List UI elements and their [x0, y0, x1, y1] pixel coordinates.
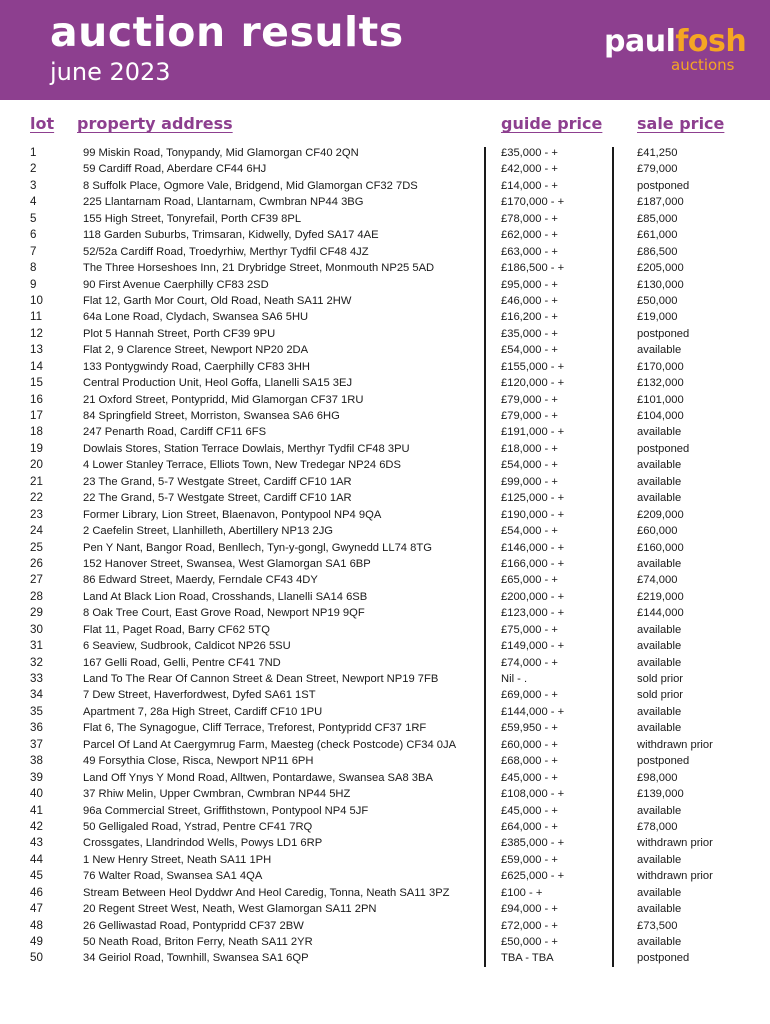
- sale-price: £132,000: [637, 377, 684, 390]
- sale-price: £60,000: [637, 525, 678, 538]
- guide-price: £59,000 - +: [501, 853, 558, 866]
- sale-price: £205,000: [637, 262, 684, 275]
- sale-price: available: [637, 705, 682, 718]
- table-row: [0, 556, 770, 572]
- sale-price: available: [637, 459, 682, 472]
- guide-price: £123,000 - +: [501, 607, 565, 620]
- guide-price: £59,950 - +: [501, 722, 558, 735]
- lot-number: 39: [30, 770, 43, 784]
- guide-price: £42,000 - +: [501, 163, 558, 176]
- sale-price: £98,000: [637, 771, 678, 784]
- property-address: 86 Edward Street, Maerdy, Ferndale CF43 4DY: [83, 574, 318, 587]
- sale-price: postponed: [637, 442, 690, 455]
- property-address: Flat 6, The Synagogue, Cliff Terrace, Treforest, Pontypridd CF37 1RF: [83, 722, 427, 735]
- sale-price: available: [637, 886, 682, 899]
- lot-number: 29: [30, 606, 43, 620]
- guide-price: £120,000 - +: [501, 377, 565, 390]
- logo-subtitle: auctions: [671, 56, 735, 74]
- guide-price: £99,000 - +: [501, 475, 558, 488]
- property-address: Central Production Unit, Heol Goffa, Llanelli SA15 3EJ: [83, 377, 353, 390]
- guide-price: £191,000 - +: [501, 426, 565, 439]
- property-address: 50 Neath Road, Briton Ferry, Neath SA11 2YR: [83, 936, 313, 948]
- results-table: [0, 145, 770, 967]
- lot-number: 2: [30, 162, 37, 176]
- property-address: 20 Regent Street West, Neath, West Glamorgan SA11 2PN: [83, 903, 377, 916]
- property-address: Land At Black Lion Road, Crosshands, Llanelli SA14 6SB: [83, 590, 368, 603]
- sale-price: £79,000: [637, 163, 678, 176]
- sale-price: £101,000: [637, 393, 684, 406]
- property-address: Plot 5 Hannah Street, Porth CF39 9PU: [83, 327, 276, 340]
- lot-number: 37: [30, 737, 43, 751]
- guide-price: £35,000 - +: [501, 327, 558, 340]
- lot-number: 3: [30, 178, 37, 192]
- guide-price: £79,000 - +: [501, 410, 558, 422]
- lot-number: 46: [30, 885, 43, 899]
- table-row: [0, 326, 770, 342]
- lot-number: 4: [30, 195, 37, 209]
- guide-price: £65,000 - +: [501, 574, 558, 587]
- property-address: 64a Lone Road, Clydach, Swansea SA6 5HU: [83, 311, 309, 324]
- lot-number: 19: [30, 441, 43, 455]
- guide-price: £625,000 - +: [501, 870, 565, 883]
- guide-price: £79,000 - +: [501, 393, 558, 406]
- sale-price: £130,000: [637, 278, 684, 291]
- property-address: 49 Forsythia Close, Risca, Newport NP11 6PH: [83, 755, 314, 768]
- sale-price: £160,000: [637, 541, 684, 554]
- lot-number: 13: [30, 343, 43, 357]
- guide-price: £95,000 - +: [501, 278, 558, 291]
- sale-price: postponed: [637, 179, 690, 192]
- guide-price: £18,000 - +: [501, 442, 558, 455]
- guide-price: £62,000 - +: [501, 229, 558, 242]
- sale-price: £41,250: [637, 147, 678, 159]
- logo-brand-b: fosh: [675, 24, 747, 59]
- lot-number: 35: [30, 704, 43, 718]
- sale-price: postponed: [637, 755, 690, 768]
- sale-price: available: [637, 804, 682, 817]
- lot-number: 9: [30, 277, 37, 291]
- table-row: [0, 342, 770, 358]
- table-row: [0, 918, 770, 934]
- lot-number: 42: [30, 819, 43, 833]
- lot-number: 17: [30, 409, 43, 422]
- table-row: [0, 638, 770, 654]
- lot-number: 30: [30, 622, 43, 636]
- sale-price: £144,000: [637, 607, 684, 620]
- guide-price: £64,000 - +: [501, 820, 558, 833]
- lot-number: 41: [30, 803, 43, 817]
- table-row: [0, 359, 770, 375]
- property-address: 34 Geiriol Road, Townhill, Swansea SA1 6QP: [83, 952, 309, 965]
- property-address: 225 Llantarnam Road, Llantarnam, Cwmbran NP44 3BG: [83, 196, 364, 209]
- property-address: 6 Seaview, Sudbrook, Caldicot NP26 5SU: [83, 640, 291, 653]
- property-address: 118 Garden Suburbs, Trimsaran, Kidwelly, Dyfed SA17 4AE: [83, 229, 379, 242]
- guide-price: £75,000 - +: [501, 623, 558, 636]
- guide-price: £385,000 - +: [501, 837, 565, 850]
- guide-price: £45,000 - +: [501, 771, 558, 784]
- sale-price: available: [637, 640, 682, 653]
- property-address: 1 New Henry Street, Neath SA11 1PH: [83, 853, 272, 866]
- lot-number: 49: [30, 935, 43, 948]
- table-row: [0, 408, 770, 424]
- guide-price: £50,000 - +: [501, 936, 558, 948]
- guide-price: £45,000 - +: [501, 804, 558, 817]
- lot-number: 14: [30, 359, 43, 373]
- guide-price: £63,000 - +: [501, 245, 558, 258]
- property-address: Stream Between Heol Dyddwr And Heol Caredig, Tonna, Neath SA11 3PZ: [83, 886, 450, 899]
- table-row: [0, 852, 770, 868]
- property-address: 155 High Street, Tonyrefail, Porth CF39 8PL: [83, 212, 302, 225]
- property-address: Parcel Of Land At Caergymrug Farm, Maesteg (check Postcode) CF34 0JA: [83, 738, 457, 751]
- sale-price: £50,000: [637, 294, 678, 307]
- table-row: [0, 490, 770, 506]
- property-address: The Three Horseshoes Inn, 21 Drybridge Street, Monmouth NP25 5AD: [83, 262, 435, 275]
- sale-price: available: [637, 426, 682, 439]
- table-row: [0, 211, 770, 227]
- lot-number: 26: [30, 556, 43, 570]
- table-row: [0, 178, 770, 194]
- sale-price: £104,000: [637, 410, 684, 422]
- guide-price: £16,200 - +: [501, 311, 558, 324]
- table-row: [0, 194, 770, 210]
- guide-price: £54,000 - +: [501, 525, 558, 538]
- column-header-sale-price: sale price: [637, 114, 725, 133]
- sale-price: available: [637, 475, 682, 488]
- table-row: [0, 950, 770, 966]
- sale-price: available: [637, 492, 682, 505]
- table-row: [0, 770, 770, 786]
- lot-number: 40: [30, 787, 43, 801]
- property-address: 23 The Grand, 5-7 Westgate Street, Cardiff CF10 1AR: [83, 475, 352, 488]
- sale-price: withdrawn prior: [637, 870, 713, 883]
- lot-number: 31: [30, 639, 43, 653]
- sale-price: £73,500: [637, 919, 678, 932]
- table-row: [0, 720, 770, 736]
- guide-price: £54,000 - +: [501, 344, 558, 357]
- property-address: 2 Caefelin Street, Llanhilleth, Abertillery NP13 2JG: [83, 525, 333, 538]
- table-row: [0, 441, 770, 457]
- guide-price: £125,000 - +: [501, 492, 565, 505]
- table-row: [0, 901, 770, 917]
- table-row: [0, 277, 770, 293]
- guide-price: £78,000 - +: [501, 212, 558, 225]
- table-row: [0, 572, 770, 588]
- lot-number: 44: [30, 852, 43, 866]
- property-address: 8 Oak Tree Court, East Grove Road, Newport NP19 9QF: [83, 607, 365, 620]
- table-row: [0, 589, 770, 605]
- property-address: Dowlais Stores, Station Terrace Dowlais, Merthyr Tydfil CF48 3PU: [83, 442, 410, 455]
- property-address: 99 Miskin Road, Tonypandy, Mid Glamorgan CF40 2QN: [83, 147, 359, 159]
- sale-price: available: [637, 903, 682, 916]
- header-banner: [0, 0, 770, 100]
- property-address: 4 Lower Stanley Terrace, Elliots Town, New Tredegar NP24 6DS: [83, 459, 401, 472]
- table-row: [0, 457, 770, 473]
- property-address: 84 Springfield Street, Morriston, Swansea SA6 6HG: [83, 410, 340, 422]
- lot-number: 6: [30, 228, 37, 242]
- lot-number: 15: [30, 376, 43, 390]
- guide-price: £60,000 - +: [501, 738, 558, 751]
- lot-number: 22: [30, 491, 43, 505]
- table-row: [0, 868, 770, 884]
- table-row: [0, 704, 770, 720]
- table-row: [0, 803, 770, 819]
- lot-number: 45: [30, 869, 43, 883]
- lot-number: 16: [30, 392, 43, 406]
- guide-price: £72,000 - +: [501, 919, 558, 932]
- guide-price: Nil - .: [501, 673, 528, 685]
- table-row: [0, 145, 770, 161]
- table-row: [0, 753, 770, 769]
- table-row: [0, 424, 770, 440]
- sale-price: £85,000: [637, 212, 678, 225]
- lot-number: 43: [30, 836, 43, 850]
- guide-price: £74,000 - +: [501, 656, 558, 669]
- lot-number: 28: [30, 589, 43, 603]
- property-address: 21 Oxford Street, Pontypridd, Mid Glamorgan CF37 1RU: [83, 393, 364, 406]
- lot-number: 12: [30, 326, 43, 340]
- property-address: 22 The Grand, 5-7 Westgate Street, Cardiff CF10 1AR: [83, 492, 352, 505]
- sale-price: available: [637, 557, 682, 570]
- sale-price: available: [637, 853, 682, 866]
- lot-number: 34: [30, 688, 43, 702]
- property-address: 152 Hanover Street, Swansea, West Glamorgan SA1 6BP: [83, 557, 371, 570]
- table-row: [0, 161, 770, 177]
- property-address: 76 Walter Road, Swansea SA1 4QA: [83, 870, 263, 883]
- property-address: 59 Cardiff Road, Aberdare CF44 6HJ: [83, 163, 267, 176]
- sale-price: sold prior: [637, 689, 684, 702]
- lot-number: 27: [30, 573, 43, 587]
- table-row: [0, 523, 770, 539]
- lot-number: 32: [30, 655, 43, 669]
- table-row: [0, 835, 770, 851]
- property-address: 7 Dew Street, Haverfordwest, Dyfed SA61 1ST: [83, 689, 316, 702]
- guide-price: £200,000 - +: [501, 590, 565, 603]
- table-row: [0, 540, 770, 556]
- property-address: 52/52a Cardiff Road, Troedyrhiw, Merthyr Tydfil CF48 4JZ: [83, 245, 369, 258]
- property-address: 8 Suffolk Place, Ogmore Vale, Bridgend, Mid Glamorgan CF32 7DS: [83, 179, 418, 192]
- sale-price: £19,000: [637, 311, 678, 324]
- lot-number: 7: [30, 244, 37, 258]
- guide-price: £69,000 - +: [501, 689, 558, 702]
- property-address: 167 Gelli Road, Gelli, Pentre CF41 7ND: [83, 656, 281, 669]
- property-address: Former Library, Lion Street, Blaenavon, Pontypool NP4 9QA: [83, 508, 382, 521]
- lot-number: 5: [30, 211, 37, 225]
- table-row: [0, 309, 770, 325]
- table-row: [0, 293, 770, 309]
- sale-price: withdrawn prior: [637, 837, 713, 850]
- sale-price: postponed: [637, 327, 690, 340]
- lot-number: 25: [30, 540, 43, 554]
- lot-number: 48: [30, 918, 43, 932]
- table-row: [0, 392, 770, 408]
- lot-number: 36: [30, 721, 43, 735]
- property-address: 50 Gelligaled Road, Ystrad, Pentre CF41 7RQ: [83, 820, 313, 833]
- table-row: [0, 622, 770, 638]
- sale-price: withdrawn prior: [637, 738, 713, 751]
- sale-price: £78,000: [637, 820, 678, 833]
- property-address: Land To The Rear Of Cannon Street & Dean Street, Newport NP19 7FB: [83, 673, 439, 685]
- sale-price: £219,000: [637, 590, 684, 603]
- lot-number: 47: [30, 902, 43, 916]
- property-address: 247 Penarth Road, Cardiff CF11 6FS: [83, 426, 267, 439]
- lot-number: 24: [30, 524, 43, 538]
- table-row: [0, 885, 770, 901]
- page-subtitle: june 2023: [50, 58, 171, 86]
- guide-price: £186,500 - +: [501, 262, 565, 275]
- guide-price: TBA - TBA: [501, 952, 554, 965]
- guide-price: £170,000 - +: [501, 196, 565, 209]
- lot-number: 50: [30, 951, 43, 965]
- table-row: [0, 671, 770, 687]
- sale-price: £74,000: [637, 574, 678, 587]
- guide-price: £155,000 - +: [501, 360, 565, 373]
- table-row: [0, 934, 770, 950]
- guide-price: £94,000 - +: [501, 903, 558, 916]
- table-row: [0, 655, 770, 671]
- property-address: 26 Gelliwastad Road, Pontypridd CF37 2BW: [83, 919, 304, 932]
- table-row: [0, 737, 770, 753]
- guide-price: £46,000 - +: [501, 294, 558, 307]
- logo-brand-a: paul: [604, 24, 676, 59]
- property-address: 133 Pontygwindy Road, Caerphilly CF83 3HH: [83, 360, 310, 373]
- property-address: Flat 2, 9 Clarence Street, Newport NP20 2DA: [83, 344, 309, 357]
- sale-price: postponed: [637, 952, 690, 965]
- column-header-guide-price: guide price: [501, 114, 603, 133]
- property-address: 90 First Avenue Caerphilly CF83 2SD: [83, 278, 269, 291]
- sale-price: £139,000: [637, 788, 684, 801]
- table-row: [0, 819, 770, 835]
- guide-price: £68,000 - +: [501, 755, 558, 768]
- sale-price: available: [637, 936, 682, 948]
- guide-price: £166,000 - +: [501, 557, 565, 570]
- lot-number: 38: [30, 754, 43, 768]
- property-address: Apartment 7, 28a High Street, Cardiff CF10 1PU: [83, 705, 323, 718]
- table-row: [0, 605, 770, 621]
- guide-price: £54,000 - +: [501, 459, 558, 472]
- column-header-address: property address: [77, 114, 233, 133]
- sale-price: £86,500: [637, 245, 678, 258]
- lot-number: 33: [30, 672, 43, 685]
- property-address: Crossgates, Llandrindod Wells, Powys LD1 6RP: [83, 837, 323, 850]
- column-header-lot: lot: [30, 114, 55, 133]
- guide-price: £100 - +: [501, 886, 543, 899]
- logo-wordmark: [604, 24, 746, 59]
- sale-price: available: [637, 344, 682, 357]
- sale-price: £209,000: [637, 508, 684, 521]
- property-address: Flat 11, Paget Road, Barry CF62 5TQ: [83, 623, 270, 636]
- sale-price: £170,000: [637, 360, 684, 373]
- table-row: [0, 687, 770, 703]
- sale-price: £61,000: [637, 229, 678, 242]
- table-row: [0, 507, 770, 523]
- lot-number: 1: [30, 146, 37, 159]
- lot-number: 20: [30, 458, 43, 472]
- table-row: [0, 786, 770, 802]
- guide-price: £149,000 - +: [501, 640, 565, 653]
- sale-price: sold prior: [637, 673, 684, 685]
- guide-price: £35,000 - +: [501, 147, 558, 159]
- table-row: [0, 260, 770, 276]
- lot-number: 21: [30, 474, 43, 488]
- guide-price: £190,000 - +: [501, 508, 565, 521]
- lot-number: 23: [30, 507, 43, 521]
- guide-price: £14,000 - +: [501, 179, 558, 192]
- table-row: [0, 227, 770, 243]
- property-address: Pen Y Nant, Bangor Road, Benllech, Tyn-y-gongl, Gwynedd LL74 8TG: [83, 541, 432, 554]
- lot-number: 10: [30, 293, 43, 307]
- property-address: Land Off Ynys Y Mond Road, Alltwen, Pontardawe, Swansea SA8 3BA: [83, 771, 433, 784]
- property-address: Flat 12, Garth Mor Court, Old Road, Neath SA11 2HW: [83, 294, 352, 307]
- table-row: [0, 375, 770, 391]
- property-address: 37 Rhiw Melin, Upper Cwmbran, Cwmbran NP44 5HZ: [83, 788, 351, 801]
- lot-number: 18: [30, 425, 43, 439]
- property-address: 96a Commercial Street, Griffithstown, Pontypool NP4 5JF: [83, 804, 369, 817]
- page-title: auction results: [50, 8, 404, 56]
- sale-price: available: [637, 623, 682, 636]
- guide-price: £146,000 - +: [501, 541, 565, 554]
- table-row: [0, 474, 770, 490]
- guide-price: £108,000 - +: [501, 788, 565, 801]
- lot-number: 11: [30, 310, 43, 324]
- table-row: [0, 244, 770, 260]
- sale-price: £187,000: [637, 196, 684, 209]
- sale-price: available: [637, 656, 682, 669]
- brand-logo: [604, 24, 754, 76]
- lot-number: 8: [30, 261, 37, 275]
- sale-price: available: [637, 722, 682, 735]
- guide-price: £144,000 - +: [501, 705, 565, 718]
